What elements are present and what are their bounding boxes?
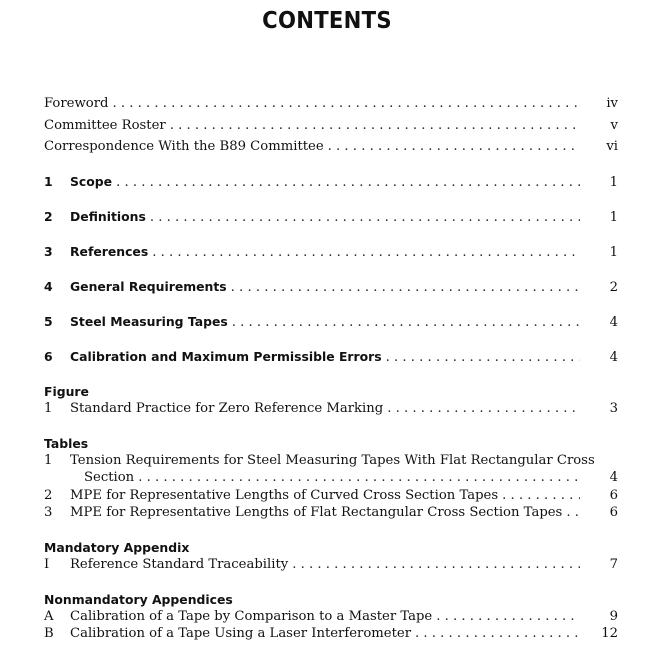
toc-section-number: 1 [44, 174, 53, 189]
toc-section-number: 4 [44, 279, 53, 294]
toc-section-title: Scope [70, 174, 113, 189]
toc-item-number: 1 [44, 453, 53, 468]
toc-page-number: 3 [609, 401, 618, 416]
toc-section-title: Definitions [70, 209, 146, 224]
toc-item-text: MPE for Representative Lengths of Flat Rectangular Cross Section Tapes [70, 505, 563, 520]
dot-leader [231, 279, 580, 296]
toc-item-number: A [44, 609, 54, 624]
toc-page-number: iv [606, 96, 618, 111]
toc-figure-1[interactable] [44, 400, 618, 417]
dot-leader [415, 625, 580, 642]
toc-section-3[interactable] [44, 243, 618, 260]
toc-section-title: General Requirements [70, 279, 227, 294]
dot-leader [112, 95, 580, 112]
dot-leader [292, 556, 580, 573]
toc-section-2[interactable] [44, 208, 618, 225]
dot-leader [328, 138, 580, 155]
toc-page-number: 12 [601, 626, 618, 641]
dot-leader [436, 608, 580, 625]
toc-section-title: Calibration and Maximum Permissible Errors [70, 349, 382, 364]
toc-item-number: B [44, 626, 54, 641]
toc-section-title: References [70, 244, 149, 259]
toc-section-number: 6 [44, 349, 53, 364]
toc-item-text: Calibration of a Tape Using a Laser Interferometer [70, 626, 412, 641]
toc-item-number: 2 [44, 488, 53, 503]
toc-page-number: v [610, 118, 618, 133]
toc-appendix-B[interactable] [44, 625, 618, 642]
dot-leader [232, 314, 580, 331]
dot-leader [170, 117, 580, 134]
toc-entry-foreword[interactable] [44, 95, 618, 112]
page-title: CONTENTS [262, 8, 392, 34]
figure-heading: Figure [44, 384, 89, 399]
toc-page-number: vi [606, 139, 618, 154]
toc-page-number: 9 [609, 609, 618, 624]
toc-entry-correspondence[interactable] [44, 138, 618, 155]
dot-leader [386, 349, 580, 366]
toc-item-text-continued: Section [84, 470, 135, 485]
toc-section-number: 2 [44, 209, 53, 224]
toc-section-5[interactable] [44, 313, 618, 330]
toc-page-number: 4 [609, 470, 618, 485]
toc-section-4[interactable] [44, 278, 618, 295]
toc-item-text: MPE for Representative Lengths of Curved Cross Section Tapes [70, 488, 499, 503]
toc-item-number: 1 [44, 401, 53, 416]
toc-page-number: 6 [609, 488, 618, 503]
toc-item-text: Standard Practice for Zero Reference Marking [70, 401, 384, 416]
toc-page-number: 7 [609, 557, 618, 572]
toc-page-number: 2 [609, 280, 618, 295]
toc-appendix-A[interactable] [44, 608, 618, 625]
dot-leader [116, 174, 580, 191]
toc-section-1[interactable] [44, 173, 618, 190]
toc-entry-text: Correspondence With the B89 Committee [44, 139, 324, 154]
toc-appendix-I[interactable] [44, 556, 618, 573]
toc-page-number: 4 [609, 350, 618, 365]
dot-leader [387, 400, 580, 417]
toc-page-number: 1 [609, 210, 618, 225]
toc-entry-text: Foreword [44, 96, 109, 111]
toc-page-number: 1 [609, 175, 618, 190]
mandatory-appendix-heading: Mandatory Appendix [44, 540, 190, 555]
toc-page-number: 4 [609, 315, 618, 330]
toc-section-title: Steel Measuring Tapes [70, 314, 228, 329]
toc-item-text: Tension Requirements for Steel Measuring Tapes With Flat Rectangular Cross [70, 453, 595, 468]
toc-page-number: 6 [609, 505, 618, 520]
toc-table-1-line2[interactable] [44, 469, 618, 486]
toc-item-text: Calibration of a Tape by Comparison to a Master Tape [70, 609, 433, 624]
dot-leader [502, 487, 580, 504]
dot-leader [566, 504, 580, 521]
nonmandatory-appendices-heading: Nonmandatory Appendices [44, 592, 233, 607]
dot-leader [138, 469, 580, 486]
dot-leader [150, 209, 580, 226]
toc-item-number: I [44, 557, 50, 572]
toc-entry-committee-roster[interactable] [44, 117, 618, 134]
toc-section-number: 5 [44, 314, 53, 329]
toc-section-6[interactable] [44, 348, 618, 365]
toc-page-number: 1 [609, 245, 618, 260]
toc-table-1-line1[interactable] [44, 452, 618, 469]
toc-item-number: 3 [44, 505, 53, 520]
toc-section-number: 3 [44, 244, 53, 259]
dot-leader [152, 244, 580, 261]
tables-heading: Tables [44, 436, 89, 451]
toc-table-3[interactable] [44, 504, 618, 521]
toc-item-text: Reference Standard Traceability [70, 557, 289, 572]
toc-table-2[interactable] [44, 487, 618, 504]
toc-entry-text: Committee Roster [44, 118, 166, 133]
